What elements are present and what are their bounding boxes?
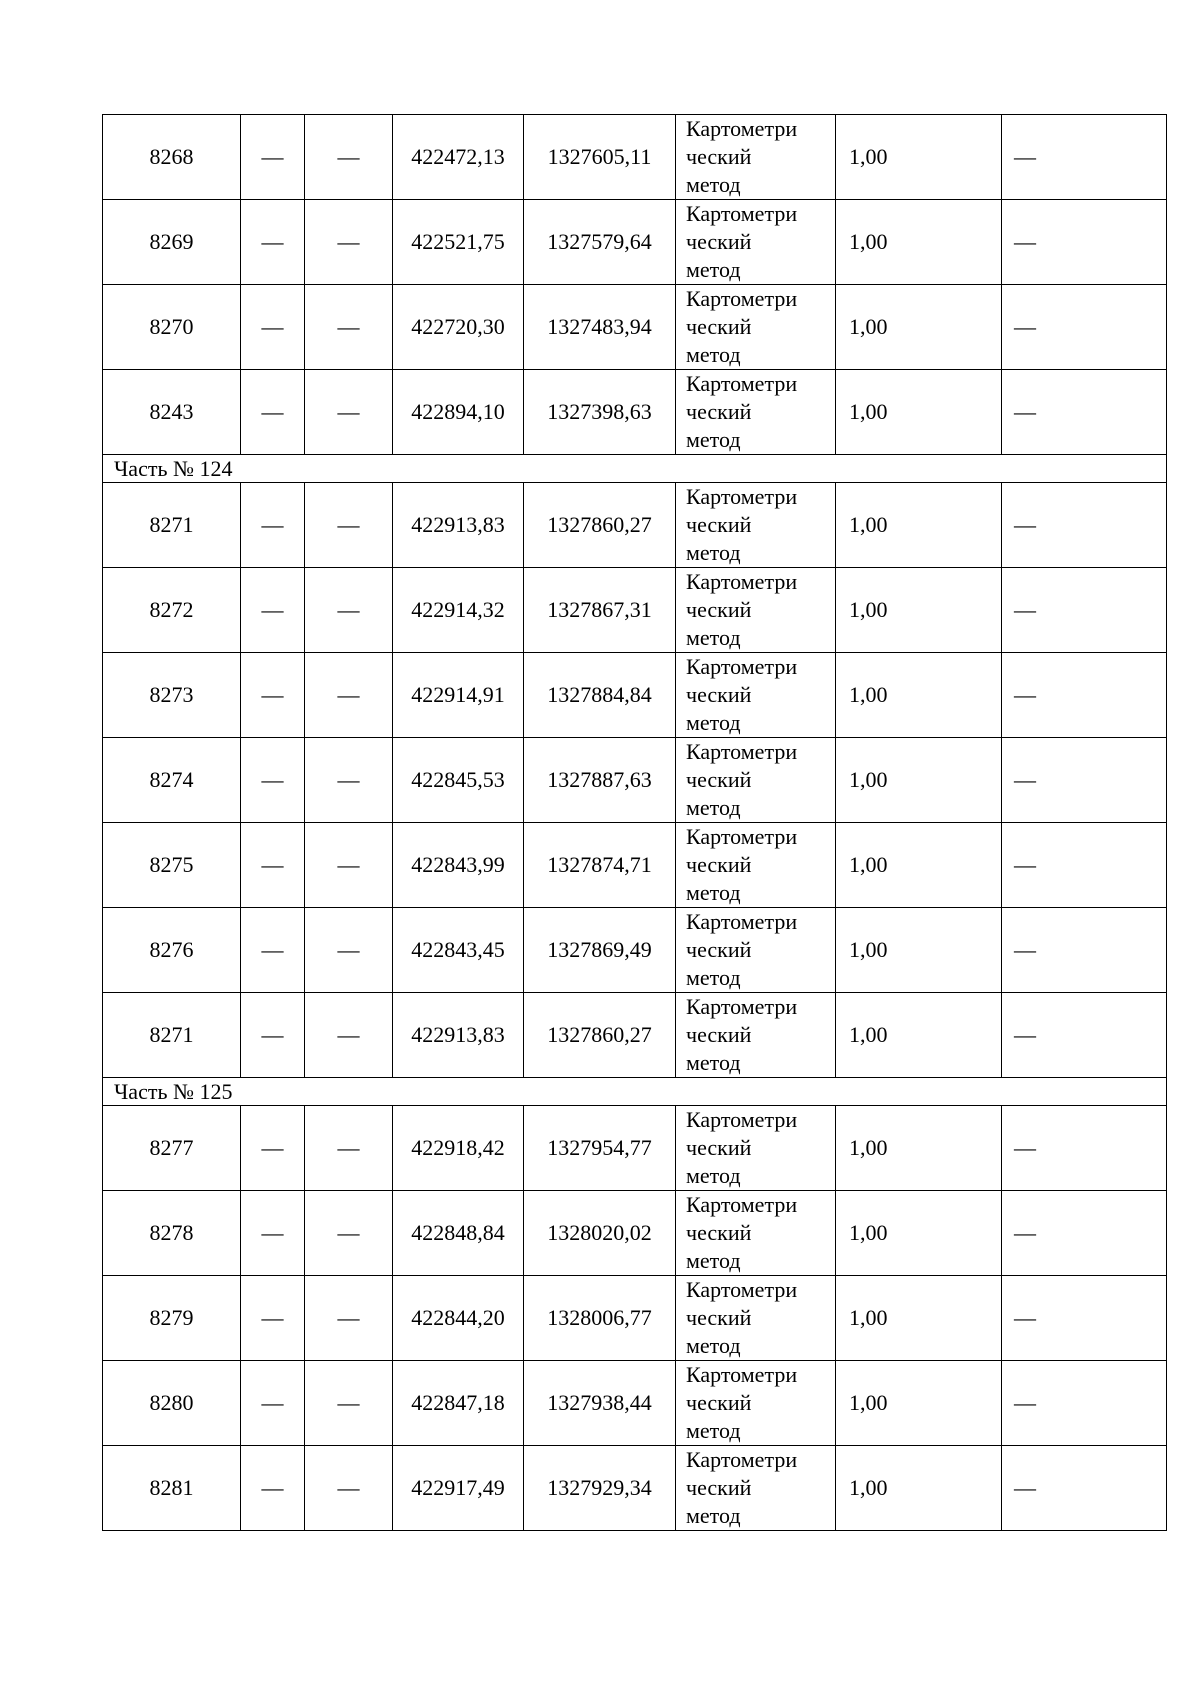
method-line: ческий bbox=[686, 512, 752, 537]
method-cell bbox=[676, 653, 836, 738]
dash-cell: — bbox=[241, 908, 305, 993]
dash-cell: — bbox=[241, 993, 305, 1078]
coordinate-x-cell: 422894,10 bbox=[393, 370, 524, 455]
method-line: Картометри bbox=[686, 1277, 798, 1302]
method-cell bbox=[676, 1191, 836, 1276]
method-line: Картометри bbox=[686, 1447, 798, 1472]
method-line: Картометри bbox=[686, 569, 798, 594]
coordinate-x-cell: 422472,13 bbox=[393, 115, 524, 200]
method-line: метод bbox=[686, 795, 741, 820]
dash-cell: — bbox=[305, 370, 393, 455]
dash-cell: — bbox=[1002, 115, 1167, 200]
coordinate-x-cell: 422914,32 bbox=[393, 568, 524, 653]
dash-cell: — bbox=[305, 285, 393, 370]
method-line: Картометри bbox=[686, 824, 798, 849]
coordinate-x-cell: 422521,75 bbox=[393, 200, 524, 285]
accuracy-cell: 1,00 bbox=[836, 1446, 1002, 1531]
point-id-cell: 8268 bbox=[103, 115, 241, 200]
dash-cell: — bbox=[1002, 1276, 1167, 1361]
table-row bbox=[103, 1361, 1167, 1446]
dash-cell: — bbox=[305, 1191, 393, 1276]
dash-cell: — bbox=[305, 1446, 393, 1531]
method-cell bbox=[676, 483, 836, 568]
coordinate-y-cell: 1327860,27 bbox=[524, 993, 676, 1078]
coordinate-y-cell: 1327874,71 bbox=[524, 823, 676, 908]
coordinate-y-cell: 1327887,63 bbox=[524, 738, 676, 823]
accuracy-cell: 1,00 bbox=[836, 115, 1002, 200]
dash-cell: — bbox=[241, 1446, 305, 1531]
dash-cell: — bbox=[1002, 908, 1167, 993]
dash-cell: — bbox=[305, 1276, 393, 1361]
coordinate-y-cell: 1327860,27 bbox=[524, 483, 676, 568]
method-line: метод bbox=[686, 342, 741, 367]
table-row bbox=[103, 908, 1167, 993]
dash-cell: — bbox=[241, 483, 305, 568]
method-line: метод bbox=[686, 540, 741, 565]
coordinate-y-cell: 1327884,84 bbox=[524, 653, 676, 738]
point-id-cell: 8274 bbox=[103, 738, 241, 823]
coordinate-x-cell: 422914,91 bbox=[393, 653, 524, 738]
method-line: ческий bbox=[686, 1220, 752, 1245]
method-cell bbox=[676, 568, 836, 653]
dash-cell: — bbox=[241, 823, 305, 908]
method-line: метод bbox=[686, 172, 741, 197]
table-row bbox=[103, 993, 1167, 1078]
table-row bbox=[103, 568, 1167, 653]
point-id-cell: 8271 bbox=[103, 993, 241, 1078]
method-line: Картометри bbox=[686, 371, 798, 396]
coordinate-x-cell: 422844,20 bbox=[393, 1276, 524, 1361]
table-row bbox=[103, 653, 1167, 738]
accuracy-cell: 1,00 bbox=[836, 1106, 1002, 1191]
method-line: ческий bbox=[686, 1135, 752, 1160]
method-line: ческий bbox=[686, 144, 752, 169]
method-line: метод bbox=[686, 880, 741, 905]
point-id-cell: 8243 bbox=[103, 370, 241, 455]
coordinate-x-cell: 422843,45 bbox=[393, 908, 524, 993]
dash-cell: — bbox=[305, 653, 393, 738]
coordinate-x-cell: 422848,84 bbox=[393, 1191, 524, 1276]
dash-cell: — bbox=[305, 1361, 393, 1446]
method-cell bbox=[676, 1106, 836, 1191]
method-line: Картометри bbox=[686, 1362, 798, 1387]
dash-cell: — bbox=[1002, 1361, 1167, 1446]
dash-cell: — bbox=[241, 1191, 305, 1276]
method-line: Картометри bbox=[686, 994, 798, 1019]
point-id-cell: 8269 bbox=[103, 200, 241, 285]
method-line: метод bbox=[686, 965, 741, 990]
dash-cell: — bbox=[1002, 568, 1167, 653]
table-row bbox=[103, 1276, 1167, 1361]
accuracy-cell: 1,00 bbox=[836, 993, 1002, 1078]
dash-cell: — bbox=[1002, 200, 1167, 285]
table-row bbox=[103, 370, 1167, 455]
accuracy-cell: 1,00 bbox=[836, 908, 1002, 993]
dash-cell: — bbox=[305, 115, 393, 200]
dash-cell: — bbox=[305, 908, 393, 993]
method-line: ческий bbox=[686, 597, 752, 622]
dash-cell: — bbox=[305, 568, 393, 653]
coordinate-y-cell: 1327579,64 bbox=[524, 200, 676, 285]
coordinate-x-cell: 422917,49 bbox=[393, 1446, 524, 1531]
point-id-cell: 8281 bbox=[103, 1446, 241, 1531]
dash-cell: — bbox=[1002, 483, 1167, 568]
method-line: Картометри bbox=[686, 654, 798, 679]
accuracy-cell: 1,00 bbox=[836, 738, 1002, 823]
method-line: Картометри bbox=[686, 201, 798, 226]
dash-cell: — bbox=[241, 653, 305, 738]
method-line: ческий bbox=[686, 229, 752, 254]
point-id-cell: 8280 bbox=[103, 1361, 241, 1446]
coordinate-x-cell: 422913,83 bbox=[393, 993, 524, 1078]
coordinate-x-cell: 422913,83 bbox=[393, 483, 524, 568]
dash-cell: — bbox=[241, 1361, 305, 1446]
part-label: Часть № 124 bbox=[103, 455, 1167, 483]
method-line: Картометри bbox=[686, 484, 798, 509]
method-line: метод bbox=[686, 625, 741, 650]
dash-cell: — bbox=[241, 1106, 305, 1191]
method-line: ческий bbox=[686, 1022, 752, 1047]
method-line: метод bbox=[686, 1418, 741, 1443]
dash-cell: — bbox=[1002, 1106, 1167, 1191]
coordinate-x-cell: 422845,53 bbox=[393, 738, 524, 823]
dash-cell: — bbox=[241, 738, 305, 823]
coordinate-y-cell: 1327867,31 bbox=[524, 568, 676, 653]
table-row bbox=[103, 1446, 1167, 1531]
dash-cell: — bbox=[241, 200, 305, 285]
point-id-cell: 8275 bbox=[103, 823, 241, 908]
method-line: ческий bbox=[686, 852, 752, 877]
method-line: Картометри bbox=[686, 1107, 798, 1132]
method-line: ческий bbox=[686, 767, 752, 792]
method-line: метод bbox=[686, 1333, 741, 1358]
table-body bbox=[103, 115, 1167, 1531]
coordinate-x-cell: 422918,42 bbox=[393, 1106, 524, 1191]
method-cell bbox=[676, 115, 836, 200]
dash-cell: — bbox=[1002, 738, 1167, 823]
method-cell bbox=[676, 993, 836, 1078]
coordinate-x-cell: 422720,30 bbox=[393, 285, 524, 370]
method-line: метод bbox=[686, 1050, 741, 1075]
accuracy-cell: 1,00 bbox=[836, 1361, 1002, 1446]
method-cell bbox=[676, 738, 836, 823]
table-row bbox=[103, 200, 1167, 285]
part-header-row bbox=[103, 455, 1167, 483]
dash-cell: — bbox=[241, 1276, 305, 1361]
dash-cell: — bbox=[305, 483, 393, 568]
dash-cell: — bbox=[1002, 993, 1167, 1078]
dash-cell: — bbox=[241, 115, 305, 200]
coordinates-table bbox=[102, 114, 1167, 1531]
part-label: Часть № 125 bbox=[103, 1078, 1167, 1106]
dash-cell: — bbox=[1002, 370, 1167, 455]
method-line: метод bbox=[686, 257, 741, 282]
method-line: ческий bbox=[686, 314, 752, 339]
dash-cell: — bbox=[305, 823, 393, 908]
coordinate-x-cell: 422843,99 bbox=[393, 823, 524, 908]
accuracy-cell: 1,00 bbox=[836, 653, 1002, 738]
method-line: Картометри bbox=[686, 116, 798, 141]
dash-cell: — bbox=[1002, 285, 1167, 370]
dash-cell: — bbox=[1002, 1446, 1167, 1531]
coordinate-y-cell: 1327605,11 bbox=[524, 115, 676, 200]
dash-cell: — bbox=[241, 370, 305, 455]
table-row bbox=[103, 823, 1167, 908]
accuracy-cell: 1,00 bbox=[836, 568, 1002, 653]
method-line: ческий bbox=[686, 1305, 752, 1330]
method-cell bbox=[676, 823, 836, 908]
coordinate-y-cell: 1327938,44 bbox=[524, 1361, 676, 1446]
coordinate-y-cell: 1327398,63 bbox=[524, 370, 676, 455]
table-row bbox=[103, 285, 1167, 370]
method-cell bbox=[676, 1276, 836, 1361]
method-line: ческий bbox=[686, 1390, 752, 1415]
point-id-cell: 8270 bbox=[103, 285, 241, 370]
table-row bbox=[103, 483, 1167, 568]
point-id-cell: 8278 bbox=[103, 1191, 241, 1276]
method-line: метод bbox=[686, 427, 741, 452]
coordinate-y-cell: 1327954,77 bbox=[524, 1106, 676, 1191]
method-cell bbox=[676, 1446, 836, 1531]
dash-cell: — bbox=[305, 200, 393, 285]
method-cell bbox=[676, 200, 836, 285]
accuracy-cell: 1,00 bbox=[836, 1191, 1002, 1276]
method-line: ческий bbox=[686, 399, 752, 424]
table-row bbox=[103, 1106, 1167, 1191]
dash-cell: — bbox=[241, 568, 305, 653]
dash-cell: — bbox=[305, 738, 393, 823]
part-header-row bbox=[103, 1078, 1167, 1106]
dash-cell: — bbox=[1002, 653, 1167, 738]
method-cell bbox=[676, 908, 836, 993]
coordinate-y-cell: 1328020,02 bbox=[524, 1191, 676, 1276]
accuracy-cell: 1,00 bbox=[836, 285, 1002, 370]
coordinate-y-cell: 1327483,94 bbox=[524, 285, 676, 370]
method-cell bbox=[676, 285, 836, 370]
table-row bbox=[103, 1191, 1167, 1276]
coordinate-y-cell: 1328006,77 bbox=[524, 1276, 676, 1361]
table-row bbox=[103, 738, 1167, 823]
accuracy-cell: 1,00 bbox=[836, 370, 1002, 455]
point-id-cell: 8276 bbox=[103, 908, 241, 993]
method-line: Картометри bbox=[686, 1192, 798, 1217]
coordinate-y-cell: 1327929,34 bbox=[524, 1446, 676, 1531]
method-line: метод bbox=[686, 710, 741, 735]
method-line: Картометри bbox=[686, 909, 798, 934]
accuracy-cell: 1,00 bbox=[836, 1276, 1002, 1361]
method-line: Картометри bbox=[686, 739, 798, 764]
accuracy-cell: 1,00 bbox=[836, 483, 1002, 568]
dash-cell: — bbox=[1002, 823, 1167, 908]
method-cell bbox=[676, 1361, 836, 1446]
table-row bbox=[103, 115, 1167, 200]
coordinate-x-cell: 422847,18 bbox=[393, 1361, 524, 1446]
coordinate-y-cell: 1327869,49 bbox=[524, 908, 676, 993]
method-cell bbox=[676, 370, 836, 455]
point-id-cell: 8271 bbox=[103, 483, 241, 568]
dash-cell: — bbox=[305, 1106, 393, 1191]
accuracy-cell: 1,00 bbox=[836, 823, 1002, 908]
method-line: Картометри bbox=[686, 286, 798, 311]
dash-cell: — bbox=[305, 993, 393, 1078]
method-line: ческий bbox=[686, 1475, 752, 1500]
point-id-cell: 8279 bbox=[103, 1276, 241, 1361]
method-line: ческий bbox=[686, 937, 752, 962]
accuracy-cell: 1,00 bbox=[836, 200, 1002, 285]
point-id-cell: 8272 bbox=[103, 568, 241, 653]
method-line: метод bbox=[686, 1163, 741, 1188]
dash-cell: — bbox=[241, 285, 305, 370]
point-id-cell: 8273 bbox=[103, 653, 241, 738]
dash-cell: — bbox=[1002, 1191, 1167, 1276]
method-line: ческий bbox=[686, 682, 752, 707]
method-line: метод bbox=[686, 1248, 741, 1273]
method-line: метод bbox=[686, 1503, 741, 1528]
point-id-cell: 8277 bbox=[103, 1106, 241, 1191]
